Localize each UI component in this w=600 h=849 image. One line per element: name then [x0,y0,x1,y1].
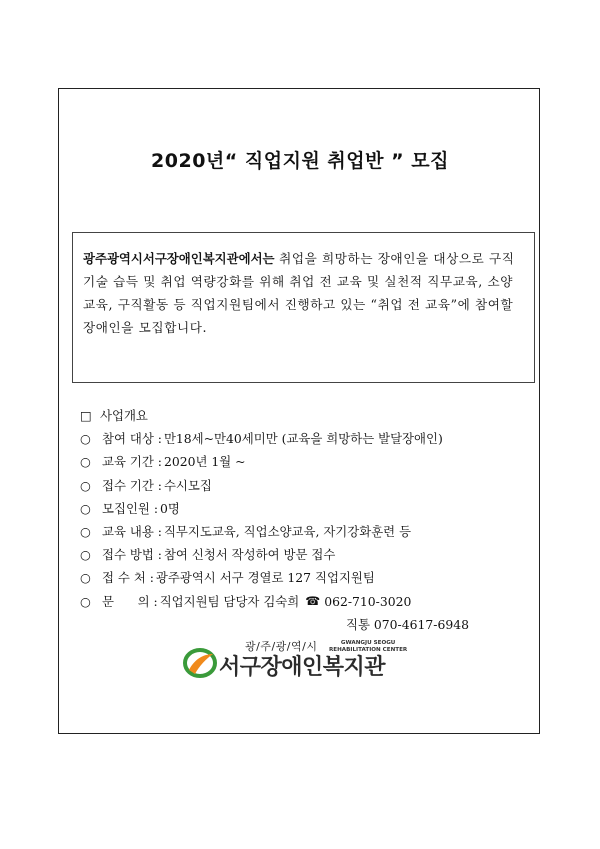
overview-heading [80,404,520,427]
intro-org: 광주광역시서구장애인복지관에서는 [83,251,275,266]
item-label: 교육 내용 : [102,524,162,540]
list-item [80,427,520,450]
item-value: 만18세~만40세미만 (교육을 희망하는 발달장애인) [163,431,443,447]
list-item [80,497,520,520]
direct-label: 직통 [346,616,370,632]
item-label: 참여 대상 : [102,431,162,447]
logo-mark-icon [183,646,219,680]
title-open-quote: “ [224,150,238,172]
list-item [80,474,520,497]
list-item [80,566,520,589]
title-close-quote: ” [391,150,405,172]
item-value: 2020년 1월 ~ [163,454,246,470]
circle-bullet-icon: ○ [80,500,91,516]
item-value: 직무지도교육, 직업소양교육, 자기강화훈련 등 [163,524,412,540]
circle-bullet-icon: ○ [80,593,91,609]
phone-icon: ☎ [305,593,321,608]
logo-main-text: 서구장애인복지관 [219,655,386,680]
circle-bullet-icon: ○ [80,524,91,540]
logo-city-text: 광/주/광/역/시 [245,640,318,653]
item-label: 접수 방법 : [102,547,162,563]
list-item [80,520,520,543]
title-name: 직업지원 취업반 [237,150,392,172]
item-label: 접수 기간 : [102,477,162,493]
circle-bullet-icon: ○ [80,431,91,447]
intro-text: 취업을 희망하는 장애인을 대상으로 구직기술 습득 및 취업 역량강화를 위해 취업 전 교육 및 실천적 직무교육, 소양교육, 구직활동 등 직업지원팀에서 진행하고 있는 “취업 전 교육”에 참여할 장애인을 모집합니다. [83,251,515,335]
circle-bullet-icon: ○ [80,570,91,586]
item-label: 문 의 : [102,593,158,609]
list-item [80,450,520,473]
page-title [0,146,600,173]
overview-heading-text: 사업개요 [100,408,148,423]
logo-en-line2: REHABILITATION CENTER [329,647,408,653]
logo-en-line1: GWANGJU SEOGU [340,640,396,646]
item-value: 수시모집 [163,477,212,493]
item-label: 접 수 처 : [102,570,154,586]
phone-number: 062-710-3020 [324,593,412,609]
item-label: 모집인원 : [102,500,158,516]
title-suffix: 모집 [411,150,449,172]
list-item [80,590,520,613]
logo-english-text [329,640,407,654]
title-year: 2020년 [151,150,225,172]
org-logo [183,636,423,686]
item-value: 직업지원팀 담당자 김숙희 [159,593,300,609]
direct-number: 070-4617-6948 [373,616,469,632]
list-item [80,543,520,566]
item-label: 교육 기간 : [102,454,162,470]
item-value: 참여 신청서 작성하여 방문 접수 [163,547,336,563]
item-value: 0명 [160,500,180,516]
circle-bullet-icon: ○ [80,454,91,470]
direct-line [80,613,520,636]
circle-bullet-icon: ○ [80,547,91,563]
item-value: 광주광역시 서구 경열로 127 직업지원팀 [155,570,375,586]
circle-bullet-icon: ○ [80,477,91,493]
square-bullet-icon: □ [80,408,92,423]
overview-section [80,404,520,636]
intro-box [72,232,535,383]
